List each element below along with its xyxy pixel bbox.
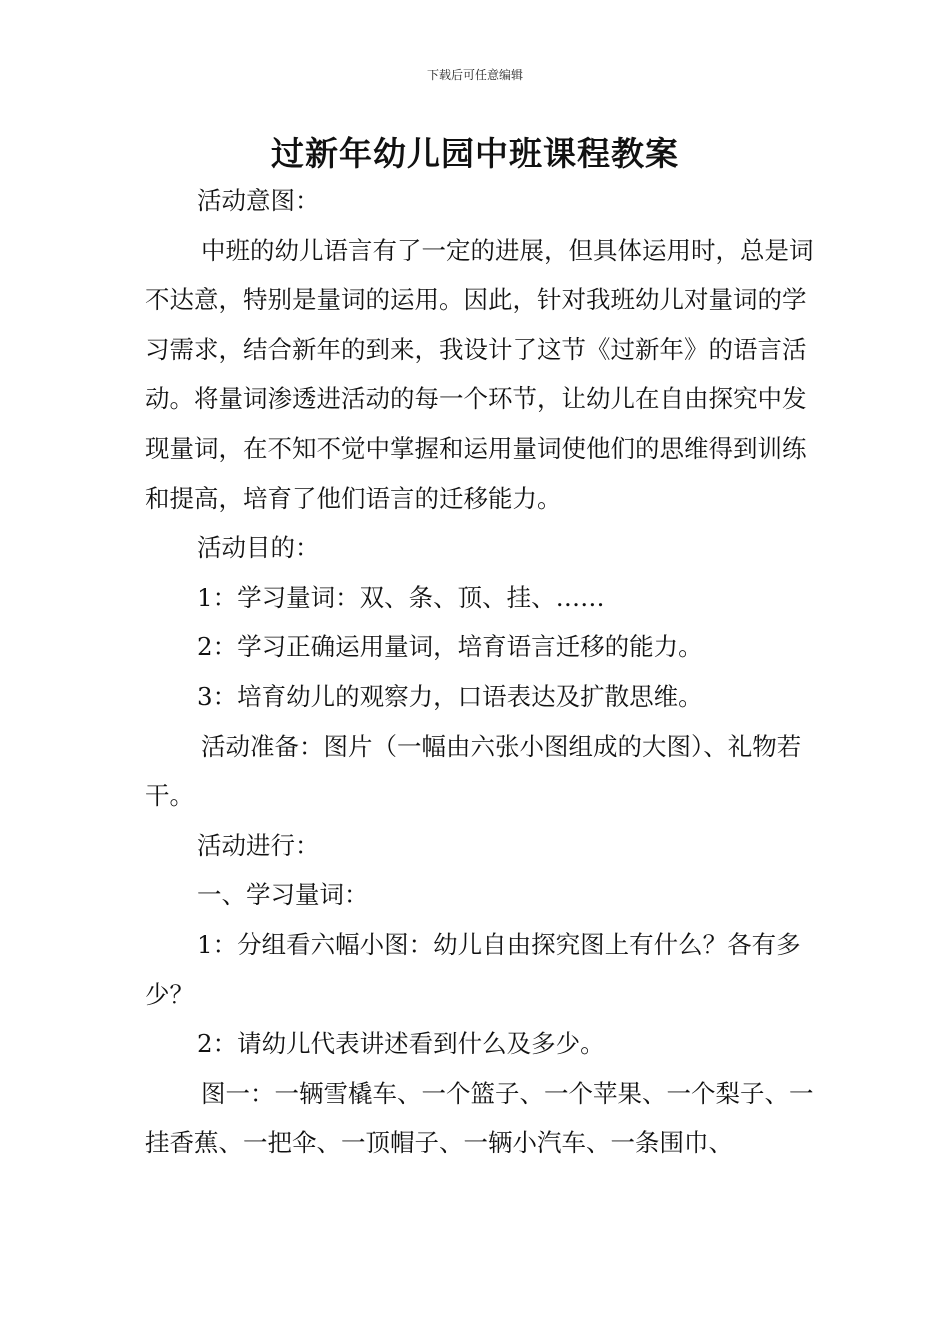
section-heading-process: 活动进行： bbox=[197, 830, 320, 860]
document-title: 过新年幼儿园中班课程教案 bbox=[271, 134, 679, 173]
document-body bbox=[145, 176, 825, 1168]
header-note: 下载后可任意编辑 bbox=[426, 68, 523, 82]
goal-item-1: 1：学习量词：双、条、顶、挂、…… bbox=[197, 582, 605, 612]
paragraph-picture-one: 图一：一辆雪橇车、一个篮子、一个苹果、一个梨子、一挂香蕉、一把伞、一顶帽子、一辆小汽车、一条围巾、 bbox=[145, 1078, 814, 1158]
subsection-heading: 一、学习量词： bbox=[197, 880, 369, 910]
process-step-1: 1：分组看六幅小图：幼儿自由探究图上有什么？各有多少？ bbox=[145, 929, 801, 1009]
process-step-2: 2：请幼儿代表讲述看到什么及多少。 bbox=[197, 1029, 605, 1059]
goal-item-3: 3：培育幼儿的观察力，口语表达及扩散思维。 bbox=[197, 681, 703, 711]
section-heading-goals: 活动目的： bbox=[197, 533, 320, 563]
paragraph-preparation: 活动准备：图片（一幅由六张小图组成的大图）、礼物若干。 bbox=[145, 731, 802, 811]
section-heading-intent: 活动意图： bbox=[197, 186, 320, 215]
paragraph-intent: 中班的幼儿语言有了一定的进展，但具体运用时，总是词不达意，特别是量词的运用。因此，针对我班幼儿对量词的学习需求，结合新年的到来，我设计了这节《过新年》的语言活动。将量词渗透进活动的每一个环节，让幼儿在自由探究中发现量词，在不知不觉中掌握和运用量词使他们的思维得到训练和提高，培育了他们语言的迁移能力。 bbox=[145, 235, 814, 513]
goal-item-2: 2：学习正确运用量词，培育语言迁移的能力。 bbox=[197, 632, 703, 662]
